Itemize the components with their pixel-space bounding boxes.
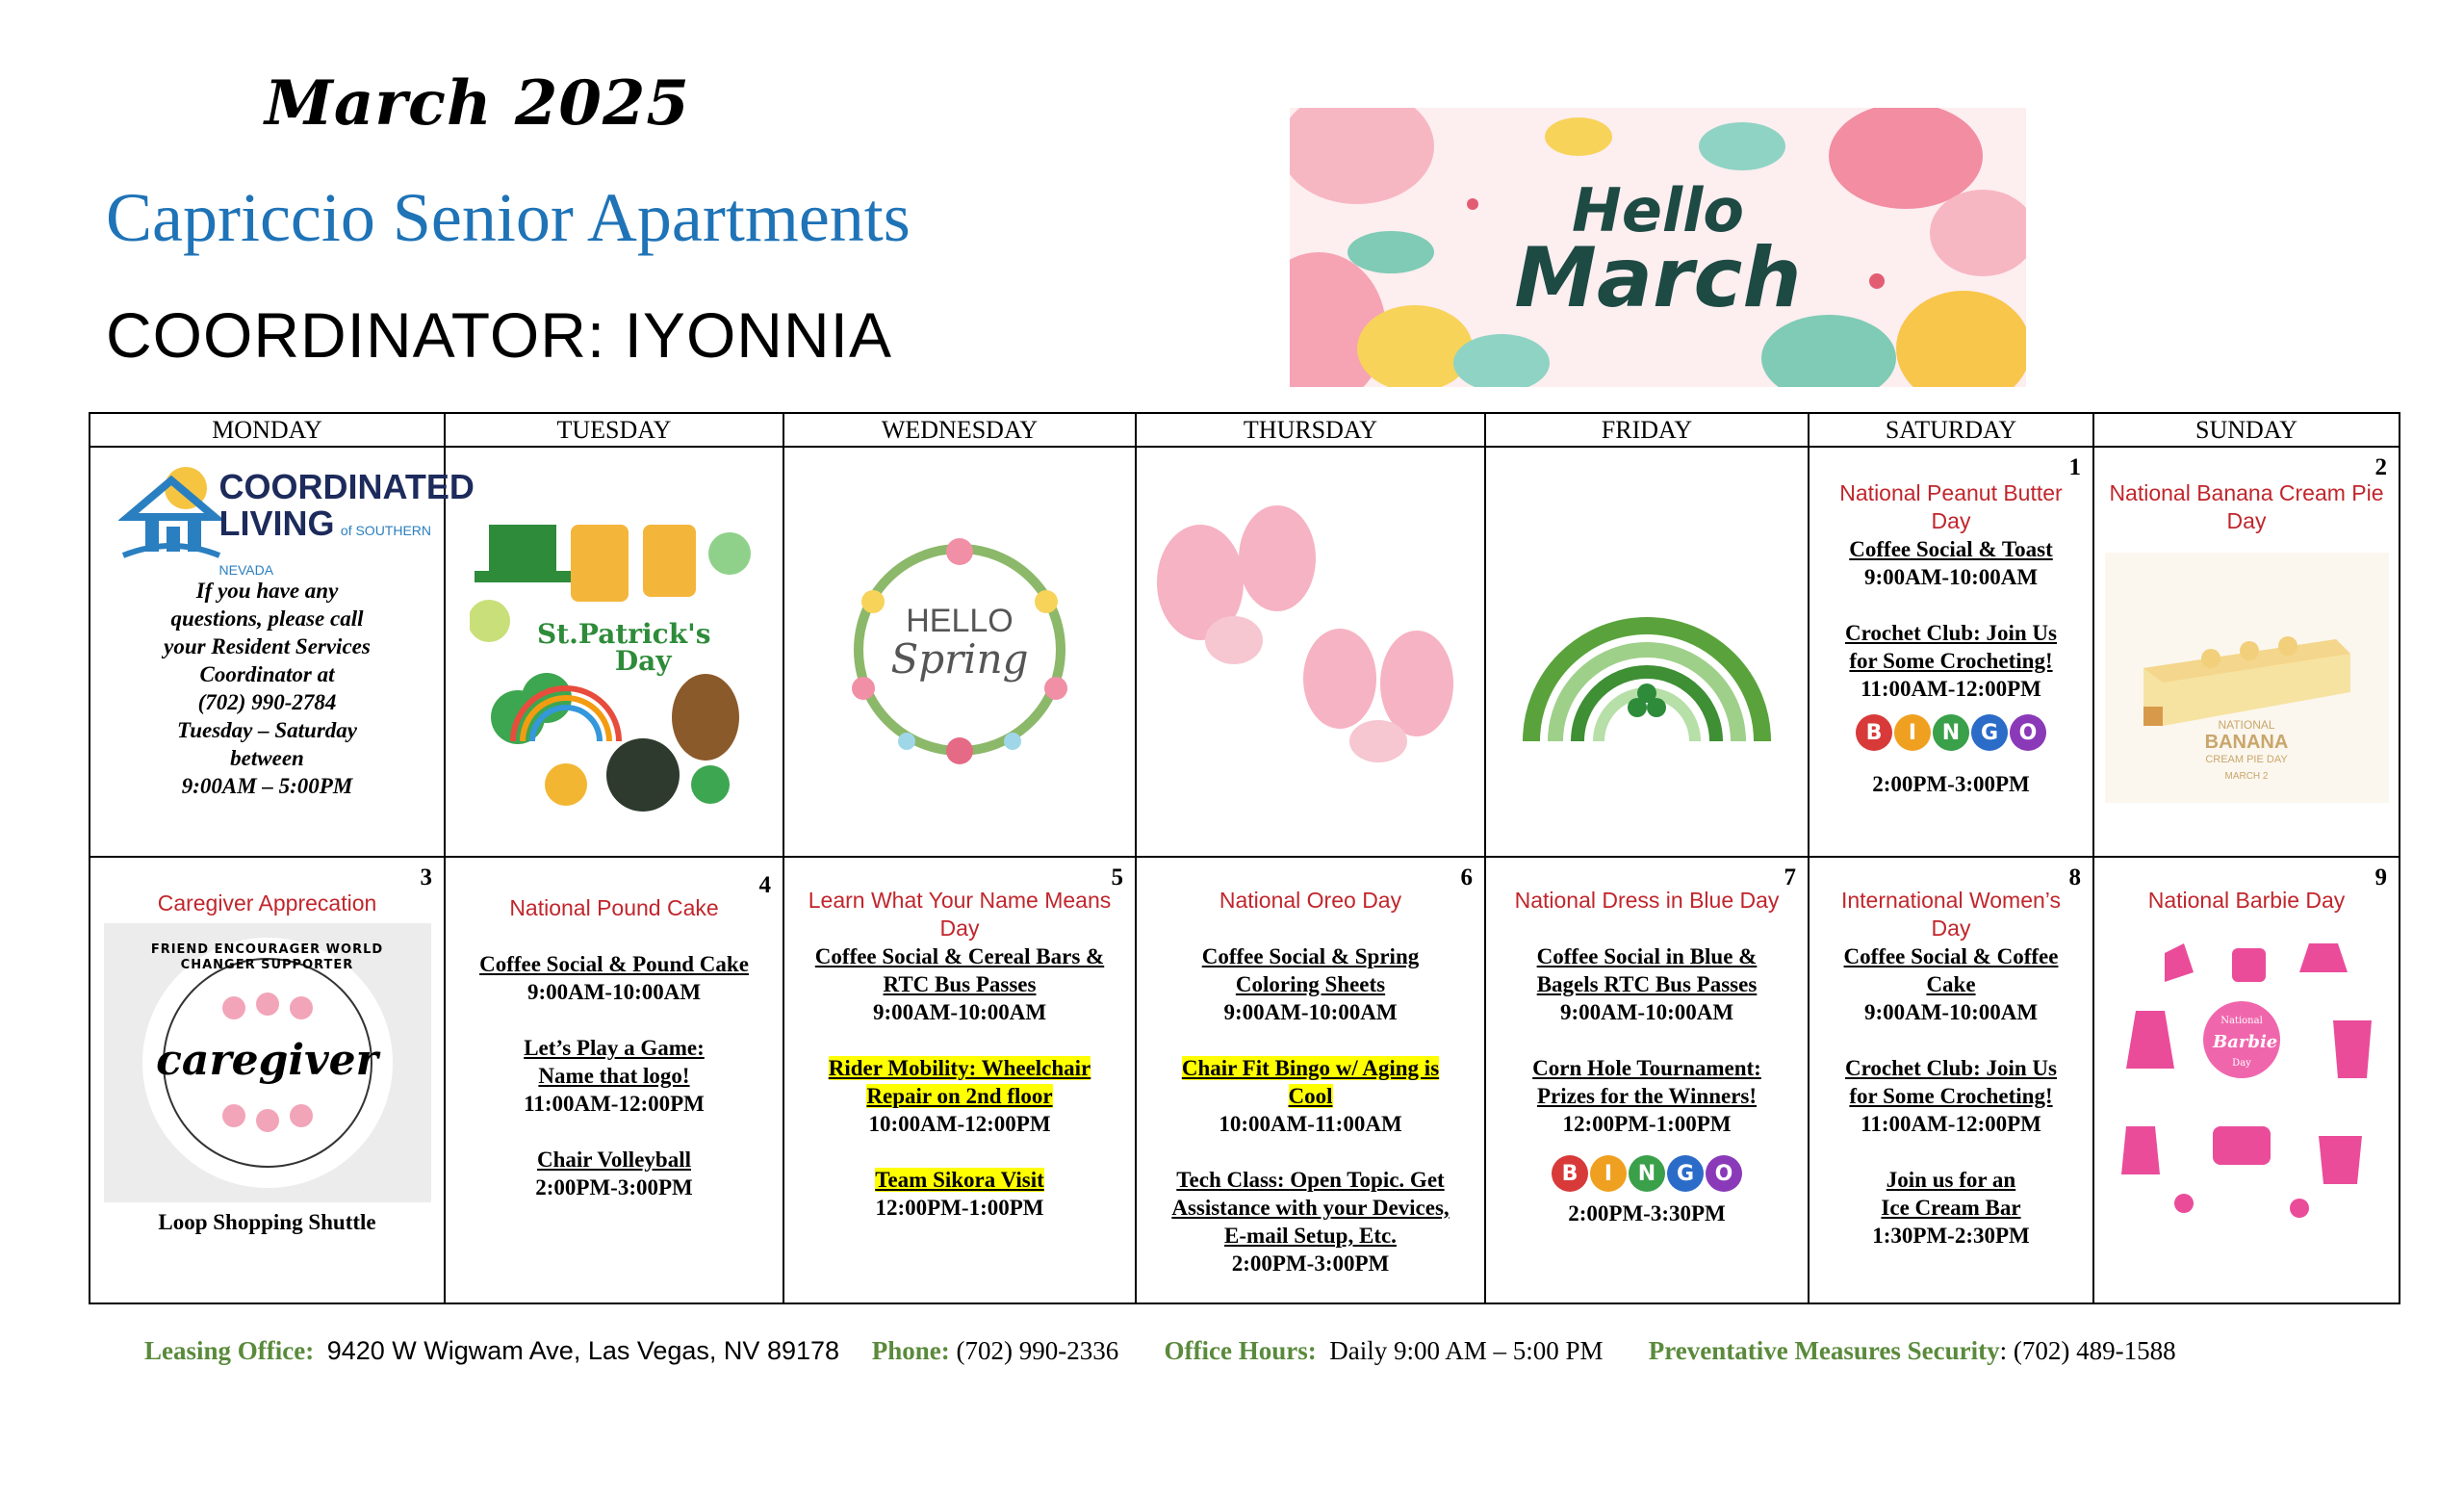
banner-march: March: [1514, 229, 1802, 326]
info-line: your Resident Services: [164, 634, 371, 658]
cell-tue-week1: [445, 447, 783, 857]
office-hours: Daily 9:00 AM – 5:00 PM: [1329, 1336, 1604, 1365]
barbie-items-icon: [2107, 934, 2386, 1223]
bingo-letter: N: [1933, 714, 1969, 751]
cell-sat-8: [1809, 857, 2093, 1303]
bingo-letter: B: [1552, 1155, 1588, 1192]
footer-contact-bar: [144, 1336, 2176, 1366]
event-time: 9:00AM-10:00AM: [1559, 1000, 1734, 1024]
day-header-friday: FRIDAY: [1485, 413, 1809, 447]
event-title: Coffee Social & Spring: [1201, 944, 1420, 968]
pie-caption-3: CREAM PIE DAY: [2205, 754, 2288, 765]
day-number: 9: [2374, 864, 2387, 890]
event-time: 9:00AM-10:00AM: [1223, 1000, 1398, 1024]
hello-spring-image: [815, 525, 1104, 775]
info-line: questions, please call: [170, 606, 364, 631]
observance: Learn What Your Name Means Day: [808, 888, 1112, 941]
event-title: Tech Class: Open Topic. Get: [1176, 1168, 1445, 1192]
hours-label: Office Hours:: [1164, 1336, 1317, 1365]
event-title: Coffee Social & Coffee: [1843, 944, 2059, 968]
bingo-letter: B: [1856, 714, 1892, 751]
event-title: Coffee Social & Cereal Bars &: [814, 944, 1105, 968]
event-title: Bagels RTC Bus Passes: [1536, 972, 1758, 996]
leasing-address: 9420 W Wigwam Ave, Las Vegas, NV 89178: [326, 1336, 840, 1365]
event-time: 2:00PM-3:00PM: [1231, 1251, 1390, 1276]
leasing-label: Leasing Office:: [144, 1336, 315, 1365]
event-time: 12:00PM-1:00PM: [1562, 1112, 1732, 1136]
event-title: Chair Volleyball: [537, 1148, 691, 1172]
barbie-caption-3: Day: [2232, 1058, 2251, 1069]
coordinated-living-logo: [118, 455, 475, 578]
day-number: 2: [2374, 454, 2387, 480]
observance: National Peanut Butter Day: [1839, 480, 2063, 533]
bingo-badge: [1552, 1155, 1742, 1192]
hello-text: HELLO: [906, 603, 1014, 639]
cell-mon-week1: [90, 447, 475, 857]
event-title: Join us for an: [1886, 1168, 2016, 1192]
cell-thu-week1: [1136, 447, 1485, 857]
cell-tue-4: [445, 857, 783, 1303]
day-number: 4: [758, 872, 771, 898]
bingo-letter: I: [1590, 1155, 1627, 1192]
event-time: 10:00AM-11:00AM: [1219, 1112, 1402, 1136]
highlighted-event-title: Team Sikora Visit: [875, 1168, 1044, 1192]
banner-hello: Hello: [1571, 175, 1745, 245]
bingo-letter: O: [1706, 1155, 1742, 1192]
event-title: Coloring Sheets: [1235, 972, 1386, 996]
month-title: March 2025: [265, 67, 690, 140]
house-people-icon: [118, 459, 224, 565]
security-label: Preventative Measures Security: [1648, 1336, 2000, 1365]
observance: National Banana Cream Pie Day: [2109, 480, 2384, 533]
day-header-sunday: SUNDAY: [2093, 413, 2400, 447]
bingo-letter: I: [1894, 714, 1931, 751]
event-time: 9:00AM-10:00AM: [1863, 1000, 2039, 1024]
cell-fri-7: [1485, 857, 1809, 1303]
event-title: for Some Crocheting!: [1849, 1084, 2053, 1108]
cell-fri-week1: [1485, 447, 1809, 857]
observance: National Barbie Day: [2147, 888, 2346, 913]
event-title: Name that logo!: [538, 1064, 690, 1088]
highlighted-event-title: Repair on 2nd floor: [866, 1084, 1053, 1108]
event-title: Coffee Social & Toast: [1849, 537, 2053, 561]
rainbow-shamrock-icon: [1522, 491, 1772, 751]
day-number: 8: [2068, 864, 2081, 890]
event-time: 11:00AM-12:00PM: [1861, 677, 2041, 701]
barbie-caption-1: National: [2220, 1016, 2263, 1026]
bingo-letter: G: [1971, 714, 2008, 751]
event-time: 9:00AM-10:00AM: [526, 980, 702, 1004]
caregiver-image: [104, 923, 431, 1202]
logo-line1: COORDINATED: [218, 467, 475, 506]
info-line: 9:00AM – 5:00PM: [181, 774, 353, 798]
security-phone: : (702) 489-1588: [1999, 1336, 2176, 1365]
event-time: 2:00PM-3:30PM: [1568, 1201, 1726, 1225]
cell-mon-3: [90, 857, 445, 1303]
event-time: 2:00PM-3:00PM: [1872, 772, 2030, 796]
day-header-saturday: SATURDAY: [1809, 413, 2093, 447]
day-header-monday: MONDAY: [90, 413, 445, 447]
event-title: Prizes for the Winners!: [1536, 1084, 1758, 1108]
event-title: E-mail Setup, Etc.: [1224, 1224, 1397, 1248]
event-title: Cake: [1926, 972, 1976, 996]
highlighted-event-title: Rider Mobility: Wheelchair: [828, 1056, 1091, 1080]
cell-wed-week1: [783, 447, 1136, 857]
caregiver-ring-text: FRIEND ENCOURAGER WORLD CHANGER SUPPORTER: [150, 942, 384, 972]
banana-cream-pie-image: [2105, 553, 2389, 803]
info-line: between: [230, 746, 304, 770]
event-time: 9:00AM-10:00AM: [1863, 565, 2039, 589]
bingo-letter: N: [1629, 1155, 1665, 1192]
highlighted-event-title: Chair Fit Bingo w/ Aging is: [1181, 1056, 1440, 1080]
highlighted-event-title: Cool: [1288, 1084, 1333, 1108]
event-title: for Some Crocheting!: [1849, 649, 2053, 673]
cell-sun-9: [2093, 857, 2400, 1303]
event-time: 9:00AM-10:00AM: [872, 1000, 1047, 1024]
coordinator-line: COORDINATOR: IYONNIA: [106, 299, 892, 371]
phone-label: Phone:: [871, 1336, 950, 1365]
st-patricks-image: [470, 496, 758, 823]
event-time: 10:00AM-12:00PM: [868, 1112, 1051, 1136]
caregiver-word: caregiver: [156, 1036, 378, 1085]
info-line: If you have any: [195, 579, 339, 603]
logo-line3: of SOUTHERN NEVADA: [218, 523, 432, 578]
info-line: Tuesday – Saturday: [177, 718, 357, 742]
event-title: Let’s Play a Game:: [524, 1036, 705, 1060]
pie-caption-4: MARCH 2: [2224, 771, 2269, 782]
observance: National Pound Cake: [509, 895, 719, 920]
cell-sun-2: [2093, 447, 2400, 857]
day-number: 6: [1460, 864, 1473, 890]
day-number: 1: [2068, 454, 2081, 480]
info-line: Coordinator at: [199, 662, 335, 686]
info-line: (702) 990-2784: [197, 690, 337, 714]
calendar-grid: [89, 412, 2400, 1304]
day-number: 3: [420, 864, 432, 890]
phone-number: (702) 990-2336: [956, 1336, 1119, 1365]
st-patricks-day-text: Day: [614, 645, 672, 677]
day-number: 7: [1784, 864, 1796, 890]
bingo-badge: [1856, 714, 2046, 751]
pie-caption-2: BANANA: [2204, 732, 2289, 753]
cell-thu-6: [1136, 857, 1485, 1303]
event-time: 2:00PM-3:00PM: [535, 1175, 693, 1199]
barbie-image: [2107, 934, 2386, 1223]
barbie-caption-2: Barbie: [2213, 1032, 2278, 1052]
hello-march-banner: [1290, 108, 2026, 387]
event-title: Coffee Social & Pound Cake: [479, 952, 749, 976]
event-time: 1:30PM-2:30PM: [1872, 1224, 2030, 1248]
observance: National Oreo Day: [1219, 888, 1402, 913]
observance: International Women’s Day: [1840, 888, 2061, 941]
observance: Caregiver Apprecation: [157, 890, 377, 916]
day-number: 5: [1111, 864, 1123, 890]
event-title: Loop Shopping Shuttle: [158, 1210, 376, 1234]
event-time: 11:00AM-12:00PM: [1861, 1112, 2041, 1136]
event-title: RTC Bus Passes: [883, 972, 1037, 996]
event-title: Crochet Club: Join Us: [1844, 1056, 2057, 1080]
event-title: Crochet Club: Join Us: [1844, 621, 2057, 645]
event-time: 11:00AM-12:00PM: [524, 1092, 705, 1116]
bingo-letter: O: [2010, 714, 2046, 751]
day-header-thursday: THURSDAY: [1136, 413, 1485, 447]
event-title: Assistance with your Devices,: [1171, 1196, 1450, 1220]
observance: National Dress in Blue Day: [1514, 888, 1780, 913]
event-time: 12:00PM-1:00PM: [875, 1196, 1044, 1220]
st-patricks-text: St.Patrick's: [537, 618, 711, 650]
cell-wed-5: [783, 857, 1136, 1303]
day-header-tuesday: TUESDAY: [445, 413, 783, 447]
butterfly-icon: [1157, 486, 1465, 765]
org-name: Capriccio Senior Apartments: [106, 179, 911, 256]
coordinator-info: [90, 577, 444, 800]
bingo-letter: G: [1667, 1155, 1704, 1192]
pie-caption-1: NATIONAL: [2218, 718, 2275, 732]
cell-sat-1: [1809, 447, 2093, 857]
logo-line2: LIVING: [218, 503, 335, 543]
event-title: Coffee Social in Blue &: [1536, 944, 1758, 968]
day-header-wednesday: WEDNESDAY: [783, 413, 1136, 447]
event-title: Ice Cream Bar: [1881, 1196, 2021, 1220]
spring-text: Spring: [890, 635, 1029, 683]
event-title: Corn Hole Tournament:: [1532, 1056, 1761, 1080]
